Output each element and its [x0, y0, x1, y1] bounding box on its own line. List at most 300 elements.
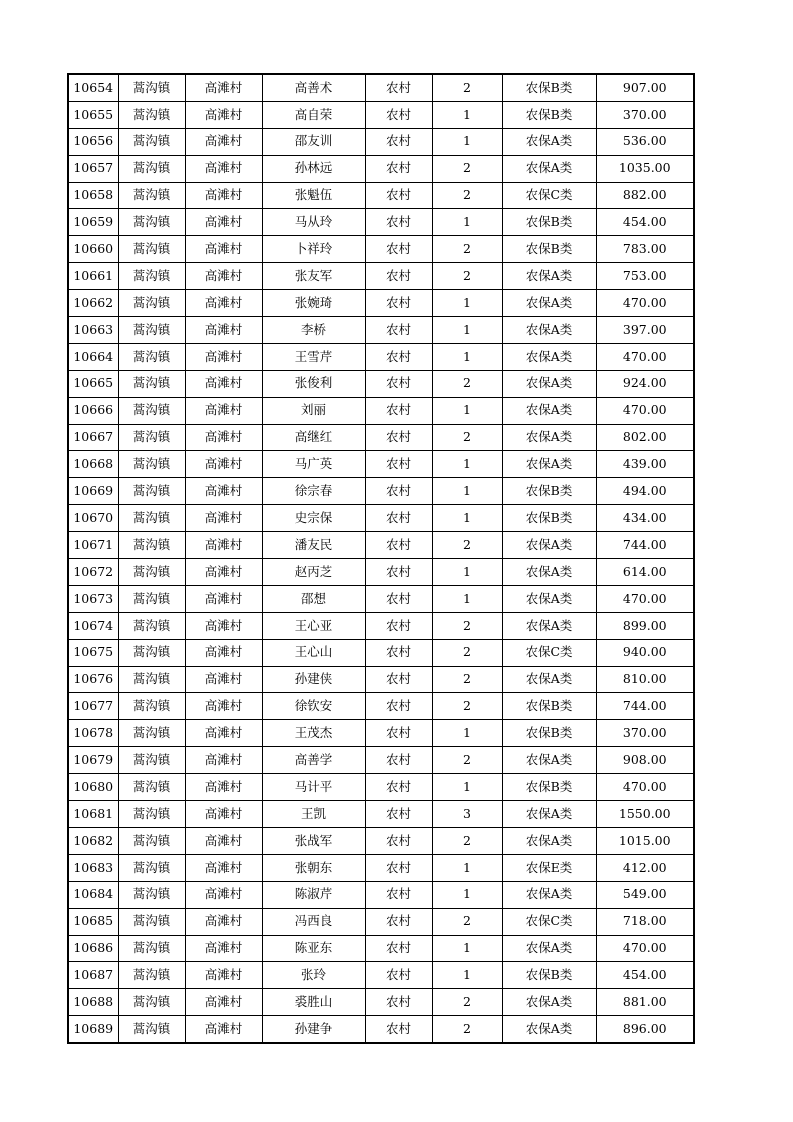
insurance-class-cell: 农保A类 [502, 128, 596, 155]
amount-cell: 783.00 [596, 236, 694, 263]
person-name-cell: 史宗保 [262, 505, 365, 532]
record-id-cell: 10664 [68, 343, 118, 370]
insurance-class-cell: 农保B类 [502, 209, 596, 236]
town-cell: 蒿沟镇 [118, 559, 185, 586]
insurance-class-cell: 农保A类 [502, 612, 596, 639]
table-row [68, 290, 694, 317]
town-cell: 蒿沟镇 [118, 397, 185, 424]
amount-cell: 434.00 [596, 505, 694, 532]
person-name-cell: 高自荣 [262, 101, 365, 128]
person-name-cell: 张友军 [262, 263, 365, 290]
record-id-cell: 10676 [68, 666, 118, 693]
insurance-class-cell: 农保C类 [502, 908, 596, 935]
household-type-cell: 农村 [365, 478, 432, 505]
insurance-class-cell: 农保A类 [502, 451, 596, 478]
household-type-cell: 农村 [365, 612, 432, 639]
insurance-class-cell: 农保A类 [502, 1016, 596, 1043]
household-type-cell: 农村 [365, 854, 432, 881]
table-row [68, 505, 694, 532]
record-id-cell: 10674 [68, 612, 118, 639]
amount-cell: 810.00 [596, 666, 694, 693]
member-count-cell: 2 [432, 424, 502, 451]
town-cell: 蒿沟镇 [118, 478, 185, 505]
table-row [68, 424, 694, 451]
household-type-cell: 农村 [365, 451, 432, 478]
town-cell: 蒿沟镇 [118, 989, 185, 1016]
insurance-class-cell: 农保A类 [502, 155, 596, 182]
record-id-cell: 10689 [68, 1016, 118, 1043]
member-count-cell: 1 [432, 397, 502, 424]
household-type-cell: 农村 [365, 908, 432, 935]
record-id-cell: 10655 [68, 101, 118, 128]
town-cell: 蒿沟镇 [118, 209, 185, 236]
amount-cell: 1015.00 [596, 827, 694, 854]
amount-cell: 370.00 [596, 720, 694, 747]
town-cell: 蒿沟镇 [118, 236, 185, 263]
household-type-cell: 农村 [365, 155, 432, 182]
member-count-cell: 2 [432, 263, 502, 290]
village-cell: 高滩村 [185, 155, 262, 182]
insurance-class-cell: 农保A类 [502, 424, 596, 451]
person-name-cell: 冯西良 [262, 908, 365, 935]
person-name-cell: 马计平 [262, 774, 365, 801]
town-cell: 蒿沟镇 [118, 290, 185, 317]
village-cell: 高滩村 [185, 209, 262, 236]
person-name-cell: 李桥 [262, 317, 365, 344]
table-row [68, 693, 694, 720]
insurance-class-cell: 农保A类 [502, 317, 596, 344]
member-count-cell: 2 [432, 74, 502, 101]
member-count-cell: 2 [432, 747, 502, 774]
insurance-class-cell: 农保C类 [502, 182, 596, 209]
member-count-cell: 1 [432, 128, 502, 155]
table-row [68, 854, 694, 881]
person-name-cell: 卜祥玲 [262, 236, 365, 263]
amount-cell: 470.00 [596, 397, 694, 424]
member-count-cell: 1 [432, 774, 502, 801]
person-name-cell: 陈淑芹 [262, 881, 365, 908]
member-count-cell: 2 [432, 155, 502, 182]
amount-cell: 908.00 [596, 747, 694, 774]
amount-cell: 470.00 [596, 290, 694, 317]
table-row [68, 317, 694, 344]
table-row [68, 1016, 694, 1043]
record-id-cell: 10656 [68, 128, 118, 155]
household-type-cell: 农村 [365, 128, 432, 155]
household-type-cell: 农村 [365, 74, 432, 101]
household-type-cell: 农村 [365, 290, 432, 317]
household-type-cell: 农村 [365, 505, 432, 532]
village-cell: 高滩村 [185, 1016, 262, 1043]
insurance-class-cell: 农保A类 [502, 397, 596, 424]
insurance-class-cell: 农保C类 [502, 639, 596, 666]
insurance-class-cell: 农保B类 [502, 236, 596, 263]
table-row [68, 801, 694, 828]
village-cell: 高滩村 [185, 908, 262, 935]
town-cell: 蒿沟镇 [118, 74, 185, 101]
record-id-cell: 10684 [68, 881, 118, 908]
village-cell: 高滩村 [185, 451, 262, 478]
table-row [68, 774, 694, 801]
household-type-cell: 农村 [365, 1016, 432, 1043]
village-cell: 高滩村 [185, 317, 262, 344]
town-cell: 蒿沟镇 [118, 263, 185, 290]
insurance-class-cell: 农保A类 [502, 343, 596, 370]
table-row [68, 962, 694, 989]
table-row [68, 827, 694, 854]
household-type-cell: 农村 [365, 962, 432, 989]
village-cell: 高滩村 [185, 827, 262, 854]
table-row [68, 908, 694, 935]
insurance-class-cell: 农保A类 [502, 801, 596, 828]
record-id-cell: 10686 [68, 935, 118, 962]
person-name-cell: 陈亚东 [262, 935, 365, 962]
household-type-cell: 农村 [365, 639, 432, 666]
person-name-cell: 高继红 [262, 424, 365, 451]
record-id-cell: 10669 [68, 478, 118, 505]
member-count-cell: 2 [432, 236, 502, 263]
town-cell: 蒿沟镇 [118, 585, 185, 612]
amount-cell: 470.00 [596, 343, 694, 370]
amount-cell: 470.00 [596, 774, 694, 801]
member-count-cell: 1 [432, 505, 502, 532]
village-cell: 高滩村 [185, 532, 262, 559]
table-row [68, 478, 694, 505]
insurance-class-cell: 农保B类 [502, 720, 596, 747]
record-id-cell: 10668 [68, 451, 118, 478]
table-row [68, 209, 694, 236]
amount-cell: 536.00 [596, 128, 694, 155]
table-row [68, 585, 694, 612]
household-type-cell: 农村 [365, 424, 432, 451]
insurance-class-cell: 农保A类 [502, 989, 596, 1016]
table-row [68, 370, 694, 397]
village-cell: 高滩村 [185, 263, 262, 290]
record-id-cell: 10682 [68, 827, 118, 854]
record-id-cell: 10680 [68, 774, 118, 801]
member-count-cell: 1 [432, 209, 502, 236]
village-cell: 高滩村 [185, 612, 262, 639]
person-name-cell: 王心山 [262, 639, 365, 666]
village-cell: 高滩村 [185, 585, 262, 612]
town-cell: 蒿沟镇 [118, 451, 185, 478]
member-count-cell: 2 [432, 370, 502, 397]
insurance-class-cell: 农保A类 [502, 532, 596, 559]
town-cell: 蒿沟镇 [118, 182, 185, 209]
person-name-cell: 孙建争 [262, 1016, 365, 1043]
record-id-cell: 10654 [68, 74, 118, 101]
record-id-cell: 10657 [68, 155, 118, 182]
household-type-cell: 农村 [365, 397, 432, 424]
household-type-cell: 农村 [365, 263, 432, 290]
table-row [68, 74, 694, 101]
town-cell: 蒿沟镇 [118, 532, 185, 559]
member-count-cell: 1 [432, 720, 502, 747]
insurance-class-cell: 农保A类 [502, 585, 596, 612]
member-count-cell: 1 [432, 101, 502, 128]
record-id-cell: 10659 [68, 209, 118, 236]
amount-cell: 494.00 [596, 478, 694, 505]
village-cell: 高滩村 [185, 666, 262, 693]
person-name-cell: 张朝东 [262, 854, 365, 881]
table-row [68, 263, 694, 290]
person-name-cell: 孙建侠 [262, 666, 365, 693]
member-count-cell: 2 [432, 908, 502, 935]
member-count-cell: 2 [432, 532, 502, 559]
amount-cell: 924.00 [596, 370, 694, 397]
record-id-cell: 10660 [68, 236, 118, 263]
record-id-cell: 10675 [68, 639, 118, 666]
village-cell: 高滩村 [185, 290, 262, 317]
household-type-cell: 农村 [365, 666, 432, 693]
insurance-class-cell: 农保B类 [502, 478, 596, 505]
village-cell: 高滩村 [185, 639, 262, 666]
insurance-class-cell: 农保B类 [502, 505, 596, 532]
village-cell: 高滩村 [185, 747, 262, 774]
village-cell: 高滩村 [185, 101, 262, 128]
insurance-class-cell: 农保A类 [502, 263, 596, 290]
village-cell: 高滩村 [185, 693, 262, 720]
record-id-cell: 10658 [68, 182, 118, 209]
person-name-cell: 徐宗春 [262, 478, 365, 505]
table-row [68, 343, 694, 370]
village-cell: 高滩村 [185, 801, 262, 828]
table-row [68, 559, 694, 586]
record-id-cell: 10670 [68, 505, 118, 532]
person-name-cell: 张俊利 [262, 370, 365, 397]
table-row [68, 532, 694, 559]
person-name-cell: 王凯 [262, 801, 365, 828]
person-name-cell: 马从玲 [262, 209, 365, 236]
table-row [68, 935, 694, 962]
table-row [68, 612, 694, 639]
record-id-cell: 10661 [68, 263, 118, 290]
village-cell: 高滩村 [185, 397, 262, 424]
village-cell: 高滩村 [185, 343, 262, 370]
member-count-cell: 2 [432, 989, 502, 1016]
member-count-cell: 1 [432, 451, 502, 478]
town-cell: 蒿沟镇 [118, 317, 185, 344]
record-id-cell: 10678 [68, 720, 118, 747]
town-cell: 蒿沟镇 [118, 935, 185, 962]
amount-cell: 549.00 [596, 881, 694, 908]
member-count-cell: 1 [432, 962, 502, 989]
amount-cell: 718.00 [596, 908, 694, 935]
village-cell: 高滩村 [185, 424, 262, 451]
member-count-cell: 1 [432, 343, 502, 370]
person-name-cell: 张战军 [262, 827, 365, 854]
amount-cell: 882.00 [596, 182, 694, 209]
member-count-cell: 2 [432, 1016, 502, 1043]
record-id-cell: 10665 [68, 370, 118, 397]
village-cell: 高滩村 [185, 720, 262, 747]
insurance-class-cell: 农保B类 [502, 774, 596, 801]
table-row [68, 747, 694, 774]
table-row [68, 720, 694, 747]
amount-cell: 940.00 [596, 639, 694, 666]
record-id-cell: 10687 [68, 962, 118, 989]
village-cell: 高滩村 [185, 989, 262, 1016]
table-row [68, 666, 694, 693]
amount-cell: 370.00 [596, 101, 694, 128]
village-cell: 高滩村 [185, 128, 262, 155]
record-id-cell: 10685 [68, 908, 118, 935]
town-cell: 蒿沟镇 [118, 747, 185, 774]
household-type-cell: 农村 [365, 801, 432, 828]
town-cell: 蒿沟镇 [118, 612, 185, 639]
record-id-cell: 10671 [68, 532, 118, 559]
table-row [68, 639, 694, 666]
insurance-class-cell: 农保A类 [502, 370, 596, 397]
household-type-cell: 农村 [365, 935, 432, 962]
amount-cell: 802.00 [596, 424, 694, 451]
village-cell: 高滩村 [185, 935, 262, 962]
record-id-cell: 10663 [68, 317, 118, 344]
town-cell: 蒿沟镇 [118, 505, 185, 532]
town-cell: 蒿沟镇 [118, 101, 185, 128]
town-cell: 蒿沟镇 [118, 343, 185, 370]
amount-cell: 470.00 [596, 585, 694, 612]
town-cell: 蒿沟镇 [118, 128, 185, 155]
amount-cell: 470.00 [596, 935, 694, 962]
town-cell: 蒿沟镇 [118, 720, 185, 747]
record-id-cell: 10679 [68, 747, 118, 774]
member-count-cell: 2 [432, 693, 502, 720]
town-cell: 蒿沟镇 [118, 1016, 185, 1043]
household-type-cell: 农村 [365, 343, 432, 370]
member-count-cell: 2 [432, 639, 502, 666]
amount-cell: 397.00 [596, 317, 694, 344]
record-id-cell: 10672 [68, 559, 118, 586]
person-name-cell: 赵丙芝 [262, 559, 365, 586]
insurance-class-cell: 农保A类 [502, 747, 596, 774]
town-cell: 蒿沟镇 [118, 774, 185, 801]
household-type-cell: 农村 [365, 881, 432, 908]
table-row [68, 101, 694, 128]
amount-cell: 744.00 [596, 693, 694, 720]
table-row [68, 989, 694, 1016]
insurance-class-cell: 农保B类 [502, 962, 596, 989]
ledger-table [67, 73, 695, 1044]
amount-cell: 454.00 [596, 209, 694, 236]
member-count-cell: 1 [432, 935, 502, 962]
insurance-class-cell: 农保A类 [502, 881, 596, 908]
village-cell: 高滩村 [185, 505, 262, 532]
person-name-cell: 潘友民 [262, 532, 365, 559]
village-cell: 高滩村 [185, 962, 262, 989]
person-name-cell: 王雪芹 [262, 343, 365, 370]
person-name-cell: 张婉琦 [262, 290, 365, 317]
member-count-cell: 2 [432, 666, 502, 693]
amount-cell: 1550.00 [596, 801, 694, 828]
table-row [68, 881, 694, 908]
town-cell: 蒿沟镇 [118, 693, 185, 720]
record-id-cell: 10662 [68, 290, 118, 317]
record-id-cell: 10673 [68, 585, 118, 612]
town-cell: 蒿沟镇 [118, 370, 185, 397]
village-cell: 高滩村 [185, 559, 262, 586]
person-name-cell: 王茂杰 [262, 720, 365, 747]
town-cell: 蒿沟镇 [118, 639, 185, 666]
ledger-body [68, 74, 694, 1043]
household-type-cell: 农村 [365, 827, 432, 854]
village-cell: 高滩村 [185, 881, 262, 908]
town-cell: 蒿沟镇 [118, 881, 185, 908]
household-type-cell: 农村 [365, 236, 432, 263]
village-cell: 高滩村 [185, 74, 262, 101]
town-cell: 蒿沟镇 [118, 908, 185, 935]
member-count-cell: 3 [432, 801, 502, 828]
household-type-cell: 农村 [365, 720, 432, 747]
table-row [68, 236, 694, 263]
table-row [68, 128, 694, 155]
table-row [68, 451, 694, 478]
town-cell: 蒿沟镇 [118, 854, 185, 881]
household-type-cell: 农村 [365, 989, 432, 1016]
person-name-cell: 高善学 [262, 747, 365, 774]
record-id-cell: 10683 [68, 854, 118, 881]
insurance-class-cell: 农保A类 [502, 935, 596, 962]
member-count-cell: 1 [432, 559, 502, 586]
amount-cell: 753.00 [596, 263, 694, 290]
village-cell: 高滩村 [185, 236, 262, 263]
amount-cell: 454.00 [596, 962, 694, 989]
village-cell: 高滩村 [185, 370, 262, 397]
person-name-cell: 孙林远 [262, 155, 365, 182]
household-type-cell: 农村 [365, 774, 432, 801]
household-type-cell: 农村 [365, 101, 432, 128]
amount-cell: 907.00 [596, 74, 694, 101]
person-name-cell: 邵想 [262, 585, 365, 612]
record-id-cell: 10677 [68, 693, 118, 720]
person-name-cell: 张玲 [262, 962, 365, 989]
record-id-cell: 10667 [68, 424, 118, 451]
amount-cell: 1035.00 [596, 155, 694, 182]
amount-cell: 614.00 [596, 559, 694, 586]
person-name-cell: 裘胜山 [262, 989, 365, 1016]
amount-cell: 881.00 [596, 989, 694, 1016]
amount-cell: 412.00 [596, 854, 694, 881]
town-cell: 蒿沟镇 [118, 666, 185, 693]
insurance-class-cell: 农保B类 [502, 74, 596, 101]
town-cell: 蒿沟镇 [118, 962, 185, 989]
household-type-cell: 农村 [365, 370, 432, 397]
insurance-class-cell: 农保B类 [502, 693, 596, 720]
insurance-class-cell: 农保A类 [502, 827, 596, 854]
amount-cell: 744.00 [596, 532, 694, 559]
household-type-cell: 农村 [365, 317, 432, 344]
person-name-cell: 徐钦安 [262, 693, 365, 720]
member-count-cell: 1 [432, 317, 502, 344]
member-count-cell: 2 [432, 182, 502, 209]
member-count-cell: 1 [432, 290, 502, 317]
town-cell: 蒿沟镇 [118, 155, 185, 182]
household-type-cell: 农村 [365, 559, 432, 586]
amount-cell: 896.00 [596, 1016, 694, 1043]
insurance-class-cell: 农保A类 [502, 559, 596, 586]
person-name-cell: 王心亚 [262, 612, 365, 639]
insurance-class-cell: 农保B类 [502, 101, 596, 128]
person-name-cell: 张魁伍 [262, 182, 365, 209]
town-cell: 蒿沟镇 [118, 424, 185, 451]
insurance-class-cell: 农保E类 [502, 854, 596, 881]
village-cell: 高滩村 [185, 182, 262, 209]
person-name-cell: 马广英 [262, 451, 365, 478]
member-count-cell: 1 [432, 585, 502, 612]
village-cell: 高滩村 [185, 774, 262, 801]
person-name-cell: 高善术 [262, 74, 365, 101]
town-cell: 蒿沟镇 [118, 827, 185, 854]
